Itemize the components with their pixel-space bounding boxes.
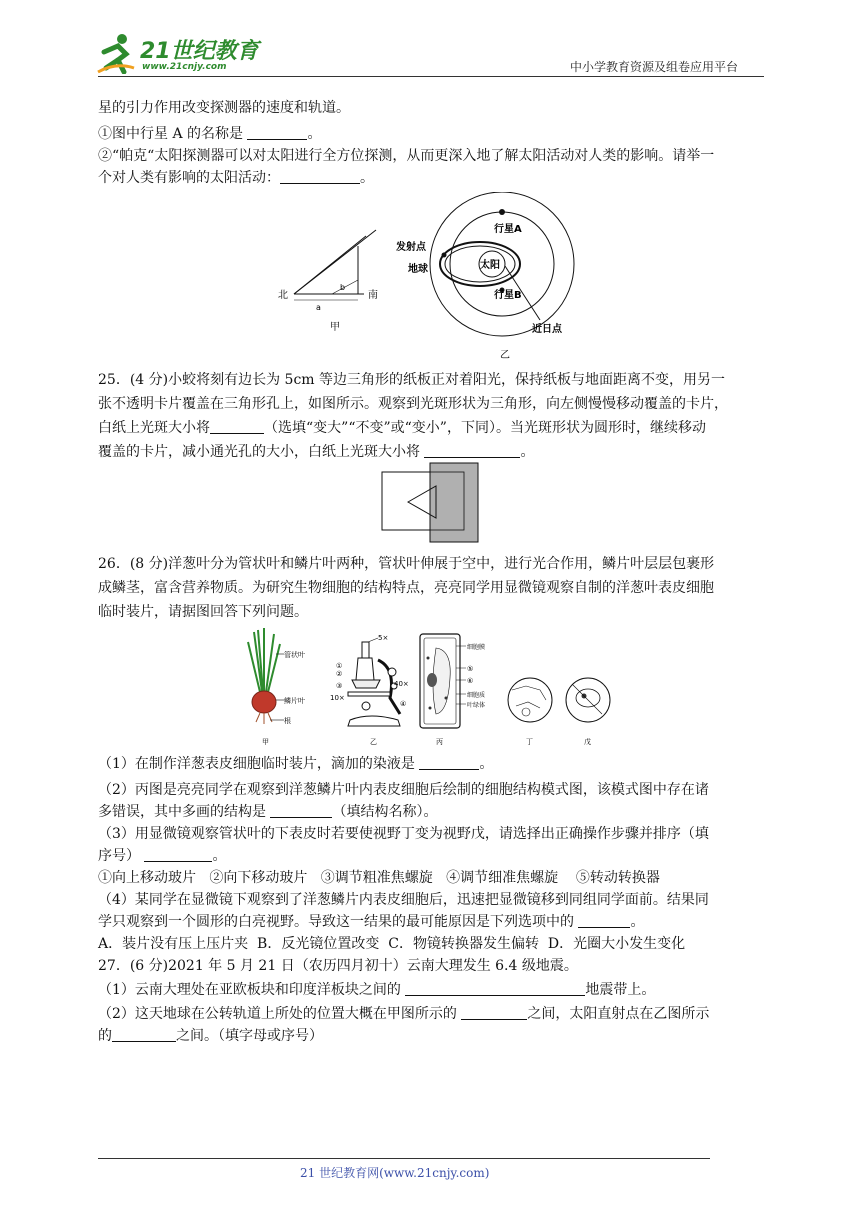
figure-onion-microscope	[240, 628, 620, 748]
jia-a-label: a	[316, 303, 321, 312]
q27-s2-post: 之间，太阳直射点在乙图所示	[527, 1006, 710, 1022]
q26-s4-blank[interactable]	[578, 913, 630, 928]
yi-earth-label: 地球	[408, 264, 428, 275]
view-ding-figure	[508, 678, 552, 746]
q25-line3	[98, 418, 766, 438]
fig-root: 根	[284, 717, 291, 725]
figure-card-triangle	[380, 462, 480, 544]
logo-url-text: www.21cnjy.com	[142, 62, 227, 72]
q26-line3: 临时装片，请据图回答下列问题。	[98, 604, 308, 620]
logo-main-text: 21世纪教育	[140, 39, 259, 64]
q27-sub2	[98, 1004, 766, 1024]
figure-yi-orbits	[394, 192, 594, 364]
q25-l3-pre: 白纸上光斑大小将	[98, 420, 210, 436]
jia-south-label: 南	[368, 290, 378, 301]
header-logo	[96, 32, 266, 76]
microscope-figure	[330, 634, 409, 746]
q24-p1-text: ①图中行星 A 的名称是	[98, 126, 244, 142]
q26-s2-blank[interactable]	[270, 803, 332, 818]
q27-sub1	[98, 980, 766, 1000]
q25-blank1[interactable]	[210, 419, 264, 434]
q26-option-1: ①向上移动玻片	[98, 870, 196, 886]
q27-s1-pre: （1）云南大理处在亚欧板块和印度洋板块之间的	[98, 982, 401, 998]
fig-mag5: 5×	[378, 634, 389, 642]
fig-chloroplast: 叶绿体	[467, 702, 486, 709]
fig-cap-wu: 戊	[584, 738, 591, 746]
q27-s2b-pre: 的	[98, 1028, 112, 1044]
q26-options	[98, 868, 766, 888]
q25-l4-pre: 覆盖的卡片，减小通光孔的大小，白纸上光斑大小将	[98, 444, 420, 460]
q26-sub2-line1: （2）丙图是亮亮同学在观察到洋葱鳞片叶内表皮细胞后绘制的细胞结构模式图，该模式图中存在诸	[98, 782, 709, 798]
runner-logo-icon	[96, 32, 136, 74]
q26-s2-post: （填结构名称）。	[332, 804, 438, 820]
q24-p1-post: 。	[307, 126, 322, 142]
q26-s3-pre: 序号）	[98, 848, 140, 864]
q25-line1: 25．(4 分)小蛟将刻有边长为 5cm 等边三角形的纸板正对着阳光，保持纸板与地面距离不变，用另一	[98, 372, 726, 388]
q26-sub3-line2	[98, 846, 766, 866]
q27-s2-pre: （2）这天地球在公转轨道上所处的位置大概在甲图所示的	[98, 1006, 457, 1022]
q26-s3-post: 。	[212, 848, 227, 864]
q24-part2-line2	[98, 168, 766, 188]
figure-jia-sun-angle	[276, 222, 386, 338]
yi-caption: 乙	[500, 350, 510, 361]
q26-sub2-line2	[98, 802, 766, 822]
jia-b-label: b	[340, 283, 346, 292]
footer-text: 21 世纪教育网(www.21cnjy.com)	[300, 1166, 490, 1180]
yi-launch-label: 发射点	[396, 242, 426, 253]
q25-line2: 张不透明卡片覆盖在三角形孔上，如图所示。观察到光斑形状为三角形，向左侧慢慢移动覆盖的卡片，	[98, 396, 728, 412]
q26-s1-blank[interactable]	[419, 755, 479, 770]
fig-n2: ②	[336, 670, 343, 678]
fig-mag40: 40×	[394, 680, 409, 688]
fig-tube-leaf: 管状叶	[284, 651, 305, 659]
q26-line1: 26．(8 分)洋葱叶分为管状叶和鳞片叶两种，管状叶伸展于空中，进行光合作用，鳞片叶层层包裹形	[98, 556, 715, 572]
view-wu-figure	[566, 678, 610, 746]
fig-n6: ⑥	[467, 677, 474, 685]
q26-s4-pre: 学只观察到一个圆形的白亮视野。导致这一结果的最可能原因是下列选项中的	[98, 914, 574, 930]
q26-choice-c: C．物镜转换器发生偏转	[388, 936, 539, 952]
yi-planetA-label: 行星A	[494, 224, 522, 235]
q26-sub3-line1: （3）用显微镜观察管状叶的下表皮时若要使视野丁变为视野戊，请选择出正确操作步骤并排序（填	[98, 826, 709, 842]
jia-north-label: 北	[278, 290, 288, 301]
q27-sub2-line2	[98, 1026, 766, 1046]
q27-s1-blank[interactable]	[405, 981, 585, 996]
yi-planetB-label: 行星B	[494, 290, 522, 301]
fig-n1: ①	[336, 662, 343, 670]
fig-cap-jia: 甲	[262, 738, 269, 746]
yi-perihelion-label: 近日点	[532, 324, 562, 335]
q25-blank2[interactable]	[424, 443, 520, 458]
q25-line4	[98, 442, 766, 462]
fig-cap-yi: 乙	[370, 738, 377, 746]
jia-caption: 甲	[330, 322, 340, 333]
q26-sub4-line1: （4）某同学在显微镜下观察到了洋葱鳞片内表皮细胞后，迅速把显微镜移到同组同学面前。结果同	[98, 892, 709, 908]
platform-name: 中小学教育资源及组卷应用平台	[570, 60, 739, 74]
footer-rule	[98, 1158, 710, 1159]
q24-p2-blank[interactable]	[280, 169, 360, 184]
fig-n3: ③	[336, 682, 343, 690]
q26-option-5: ⑤转动转换器	[575, 870, 660, 886]
q26-choice-d: D．光圈大小发生变化	[547, 936, 686, 952]
q27-s2-blank1[interactable]	[461, 1005, 527, 1020]
yi-sun-label: 太阳	[480, 260, 500, 271]
q27-s1-post: 地震带上。	[585, 982, 656, 998]
q24-p2-post: 。	[360, 170, 374, 186]
fig-mag10: 10×	[330, 694, 345, 702]
fig-n5: ⑤	[467, 665, 474, 673]
q26-s1-post: 。	[479, 756, 494, 772]
fig-n4: ④	[400, 700, 407, 708]
q26-line2: 成鳞茎，富含营养物质。为研究生物细胞的结构特点，亮亮同学用显微镜观察自制的洋葱叶表皮细胞	[98, 580, 714, 596]
q24-continuation: 星的引力作用改变探测器的速度和轨道。	[98, 100, 350, 116]
onion-plant-figure	[248, 628, 305, 746]
fig-cap-bing: 丙	[436, 738, 443, 746]
header-rule	[98, 76, 764, 77]
fig-cap-ding: 丁	[526, 738, 533, 746]
q25-l3-post: （选填“变大”“不变”或“变小”，下同）。当光斑形状为圆形时，继续移动	[264, 420, 706, 436]
q25-l4-post: 。	[520, 444, 535, 460]
q26-s3-blank[interactable]	[144, 847, 212, 862]
fig-scale-leaf: 鳞片叶	[284, 697, 305, 705]
q27-s2-blank2[interactable]	[112, 1027, 176, 1042]
q26-option-2: ②向下移动玻片	[209, 870, 308, 886]
q24-p2-text: 个对人类有影响的太阳活动：	[98, 170, 280, 186]
q26-sub4-line2	[98, 912, 766, 932]
q26-s4-post: 。	[630, 914, 645, 930]
fig-membrane: 细胞膜	[467, 644, 486, 651]
q26-s2-pre: 多错误，其中多画的结构是	[98, 804, 266, 820]
q27-s2b-post: 之间。（填字母或序号）	[176, 1028, 323, 1044]
fig-cytoplasm: 细胞质	[467, 692, 486, 699]
cell-diagram-figure	[420, 634, 485, 746]
q26-option-3: ③调节粗准焦螺旋	[320, 870, 433, 886]
q26-choice-b: B．反光镜位置改变	[257, 936, 380, 952]
q26-s1-pre: （1）在制作洋葱表皮细胞临时装片，滴加的染液是	[98, 756, 415, 772]
q24-part1	[98, 124, 766, 144]
q27-line1: 27．(6 分)2021 年 5 月 21 日（农历四月初十）云南大理发生 6.4 级地震。	[98, 958, 578, 974]
q26-sub1	[98, 754, 766, 774]
q24-p1-blank[interactable]	[247, 125, 307, 140]
q26-choices	[98, 934, 766, 954]
q26-option-4: ④调节细准焦螺旋	[446, 870, 559, 886]
q26-choice-a: A．装片没有压上压片夹	[98, 936, 249, 952]
q24-part2-line1: ②“帕克“太阳探测器可以对太阳进行全方位探测，从而更深入地了解太阳活动对人类的影响。请举一	[98, 148, 715, 164]
